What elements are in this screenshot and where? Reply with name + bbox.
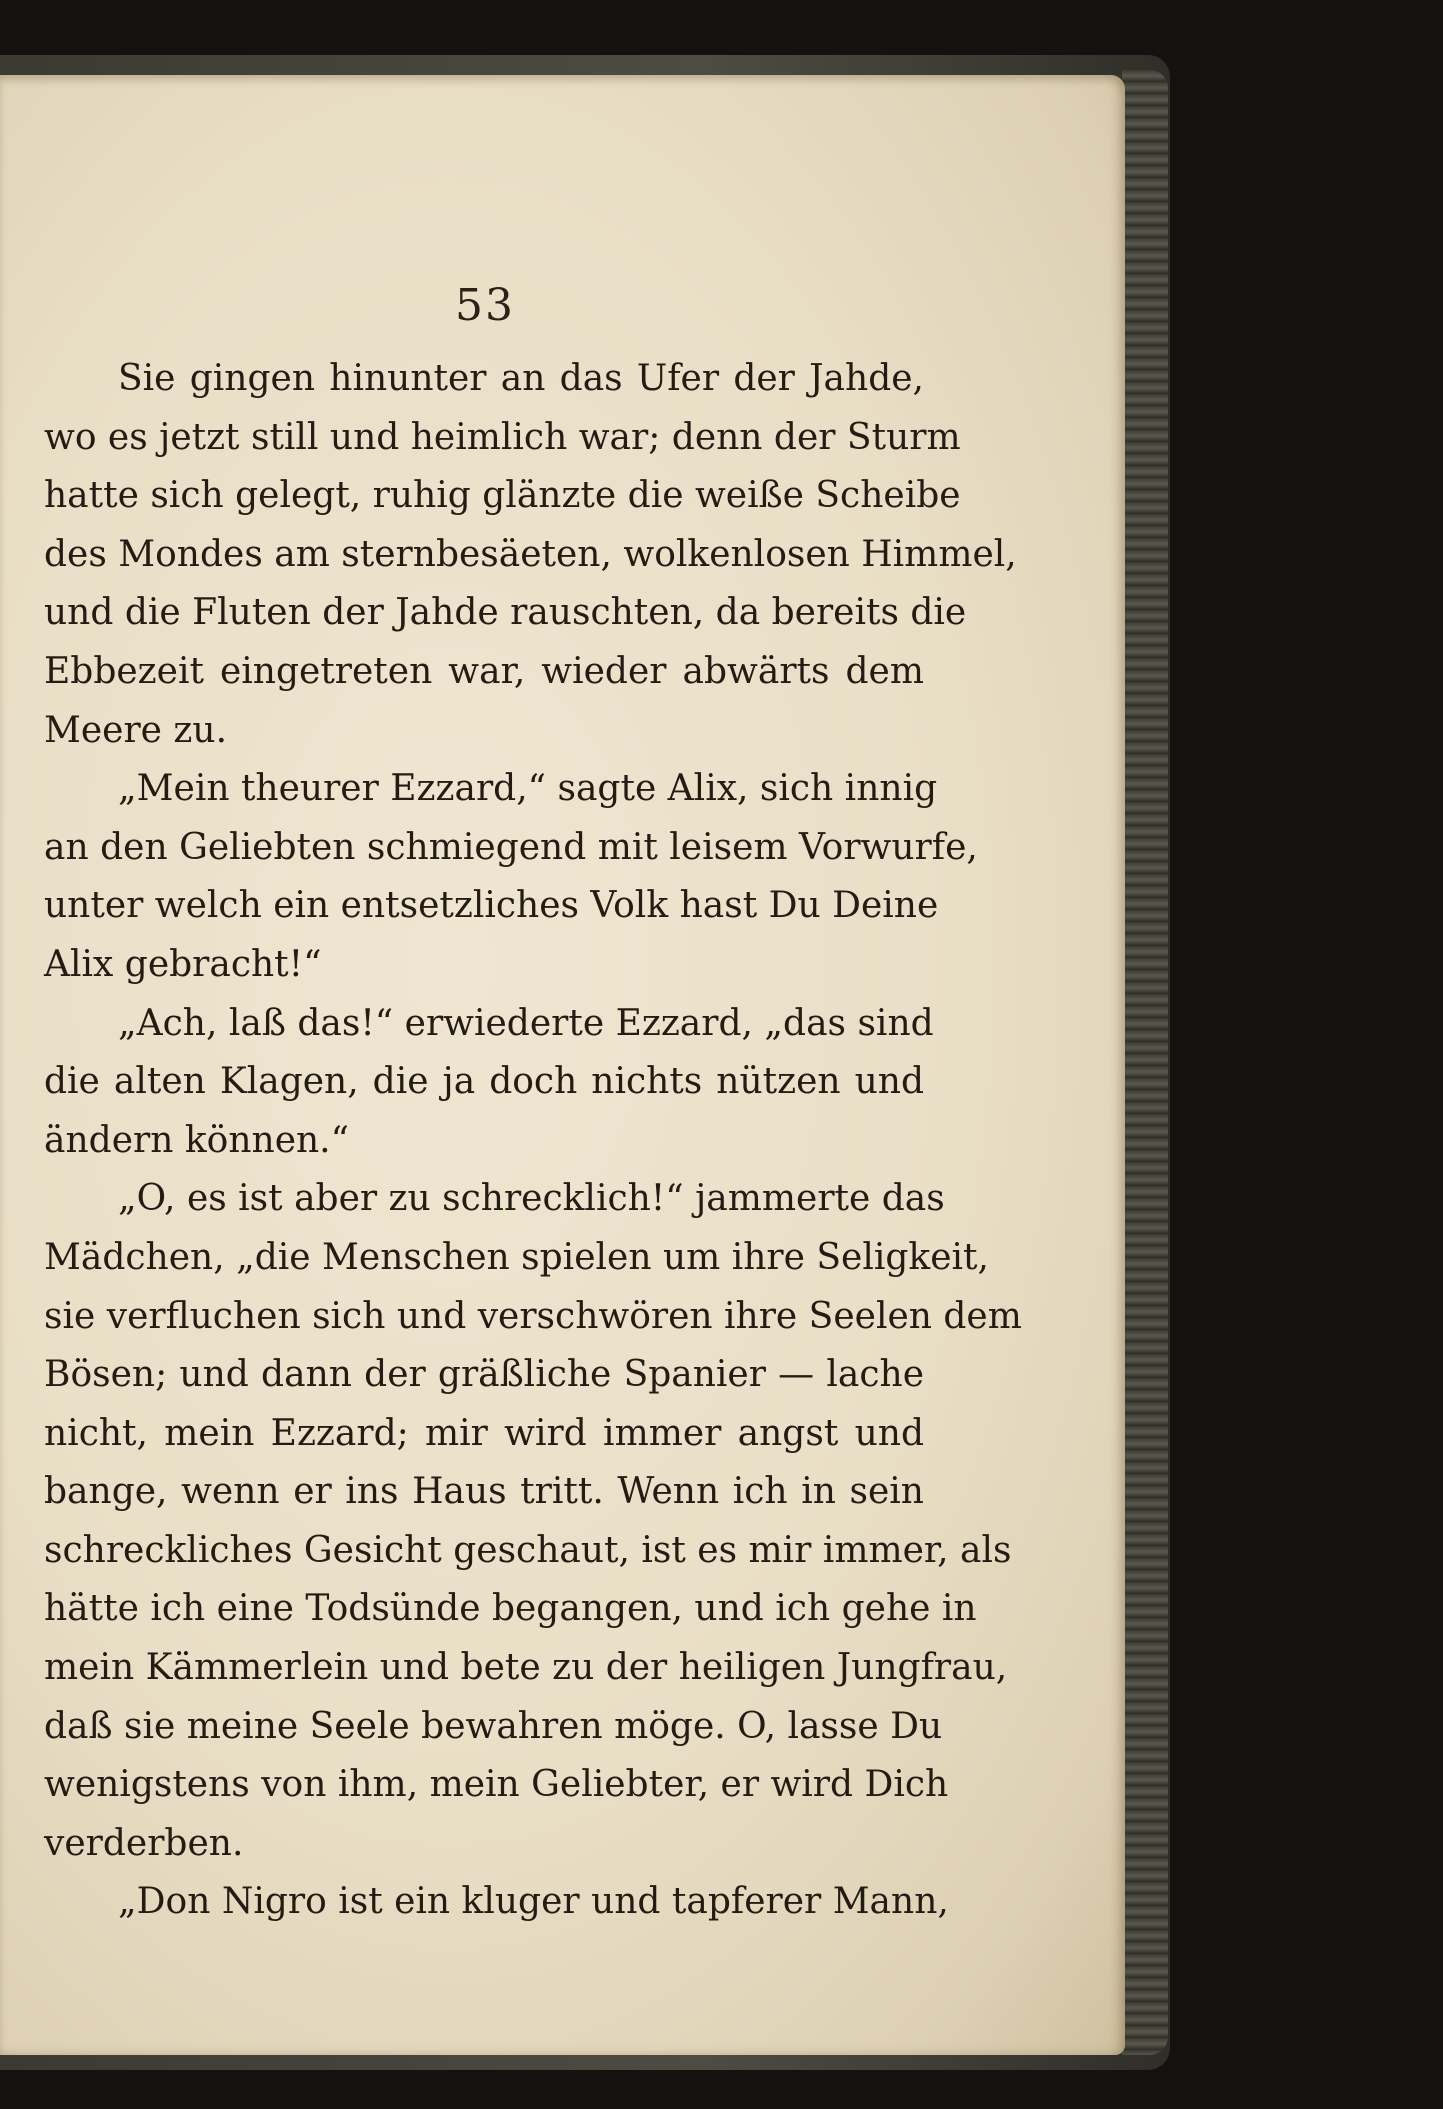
book-cover-edge bbox=[1122, 70, 1168, 2055]
text-line: Meere zu. bbox=[44, 709, 228, 751]
text-line: Alix gebracht!“ bbox=[44, 943, 322, 985]
text-line: hätte ich eine Todsünde begangen, und ich gehe in bbox=[44, 1588, 977, 1630]
text-line: „Ach, laß das!“ erwiederte Ezzard, „das sind bbox=[118, 1002, 934, 1044]
text-line: mein Kämmerlein und bete zu der heiligen Jungfrau, bbox=[44, 1647, 1008, 1689]
text-line: Ebbezeit eingetreten war, wieder abwärts dem bbox=[44, 650, 924, 692]
book-page bbox=[0, 75, 1125, 2055]
text-line: nicht, mein Ezzard; mir wird immer angst und bbox=[44, 1412, 924, 1454]
text-line: Mädchen, „die Menschen spielen um ihre Seligkeit, bbox=[44, 1236, 989, 1278]
text-line: an den Geliebten schmiegend mit leisem Vorwurfe, bbox=[44, 826, 978, 868]
text-line: hatte sich gelegt, ruhig glänzte die weiße Scheibe bbox=[44, 475, 961, 517]
text-line: „Don Nigro ist ein kluger und tapferer Mann, bbox=[118, 1881, 949, 1923]
text-line: und die Fluten der Jahde rauschten, da bereits die bbox=[44, 592, 967, 634]
text-line: schreckliches Gesicht geschaut, ist es mir immer, als bbox=[44, 1529, 1012, 1571]
text-line: des Mondes am sternbesäeten, wolkenlosen Himmel, bbox=[44, 533, 1017, 575]
text-line: daß sie meine Seele bewahren möge. O, lasse Du bbox=[44, 1705, 943, 1747]
page-number: 53 bbox=[455, 280, 515, 331]
text-line: „O, es ist aber zu schrecklich!“ jammerte das bbox=[118, 1178, 945, 1220]
text-line: ändern können.“ bbox=[44, 1119, 350, 1161]
text-line: Sie gingen hinunter an das Ufer der Jahde, bbox=[118, 358, 924, 399]
text-line: wenigstens von ihm, mein Geliebter, er wird Dich bbox=[44, 1764, 949, 1806]
text-line: verderben. bbox=[44, 1822, 244, 1864]
text-line: sie verfluchen sich und verschwören ihre Seelen dem bbox=[44, 1295, 1022, 1337]
text-line: bange, wenn er ins Haus tritt. Wenn ich in sein bbox=[44, 1471, 924, 1513]
text-line: „Mein theurer Ezzard,“ sagte Alix, sich innig bbox=[118, 768, 938, 810]
text-line: unter welch ein entsetzliches Volk hast Du Deine bbox=[44, 885, 939, 927]
page-text bbox=[44, 350, 1022, 1932]
text-line: wo es jetzt still und heimlich war; denn der Sturm bbox=[44, 416, 961, 458]
text-line: die alten Klagen, die ja doch nichts nützen und bbox=[44, 1061, 924, 1103]
text-line: Bösen; und dann der gräßliche Spanier — lache bbox=[44, 1354, 924, 1396]
